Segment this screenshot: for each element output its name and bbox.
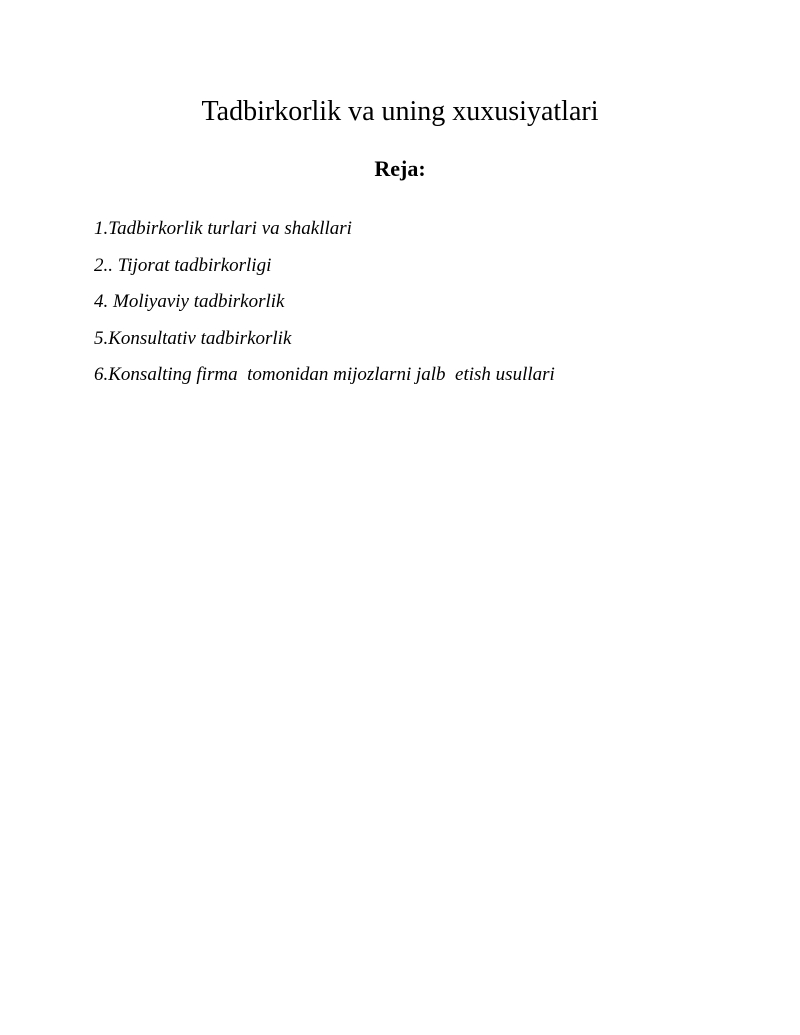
plan-item: 2.. Tijorat tadbirkorligi xyxy=(94,254,272,276)
plan-item: 4. Moliyaviy tadbirkorlik xyxy=(94,291,285,312)
plan-heading: Reja: xyxy=(374,156,426,181)
plan-item: 5.Konsultativ tadbirkorlik xyxy=(94,327,292,349)
document-title: Tadbirkorlik va uning xuxusiyatlari xyxy=(201,96,599,127)
plan-item: 6.Konsalting firma tomonidan mijozlarni jalb etish usullari xyxy=(94,364,555,385)
plan-list xyxy=(94,216,754,399)
plan-item: 1.Tadbirkorlik turlari va shakllari xyxy=(94,218,352,239)
